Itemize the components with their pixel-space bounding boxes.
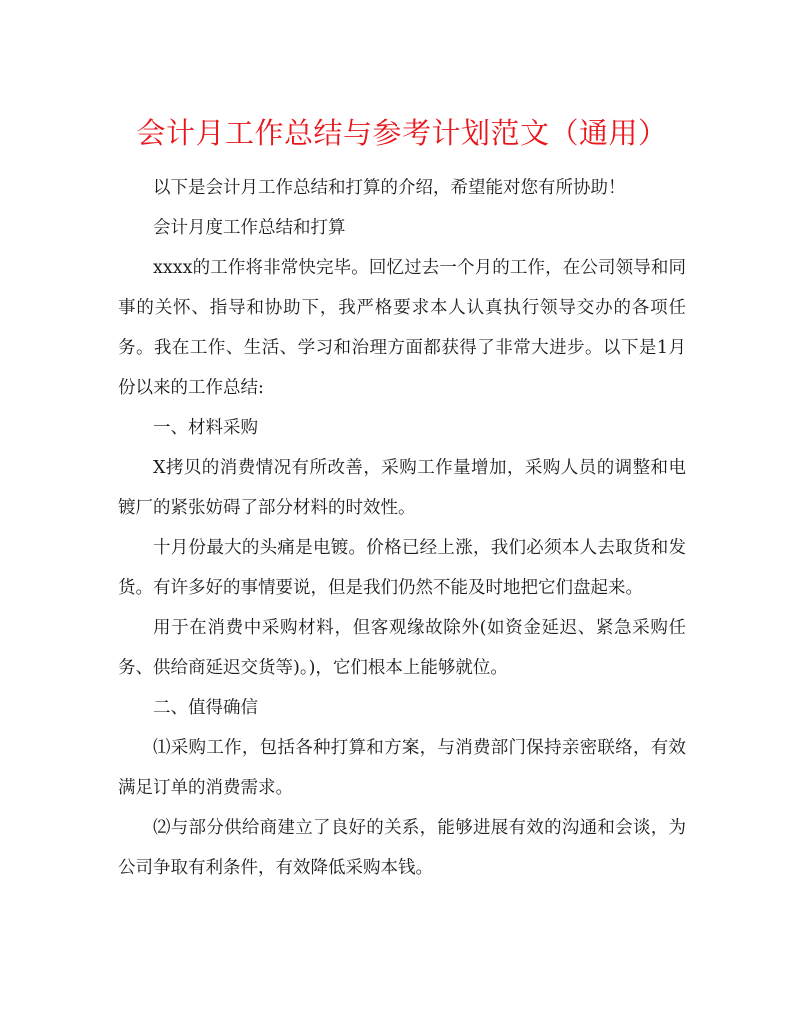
body-paragraph: xxxx的工作将非常快完毕。回忆过去一个月的工作，在公司领导和同事的关怀、指导和协助下，我严格要求本人认真执行领导交办的各项任务。我在工作、生活、学习和治理方面都获得了非常大进步。以下是1月份以来的工作总结:: [118, 258, 686, 398]
intro-paragraph: 以下是会计月工作总结和打算的介绍，希望能对您有所协助！: [153, 178, 626, 198]
list-item: ⑴采购工作，包括各种打算和方案，与消费部门保持亲密联络，有效满足订单的消费需求。: [118, 738, 686, 798]
body-paragraph: X拷贝的消费情况有所改善，采购工作量增加，采购人员的调整和电镀厂的紧张妨碍了部分材料的时效性。: [118, 458, 686, 518]
section-heading-materials: 一、材料采购: [153, 418, 258, 438]
list-item: ⑵与部分供给商建立了良好的关系，能够进展有效的沟通和会谈，为公司争取有利条件，有效降低采购本钱。: [118, 818, 686, 878]
section-heading: 会计月度工作总结和打算: [153, 218, 346, 238]
section-heading-affirm: 二、值得确信: [153, 698, 258, 718]
body-paragraph: 用于在消费中采购材料，但客观缘故除外(如资金延迟、紧急采购任务、供给商延迟交货等)。)，它们根本上能够就位。: [118, 618, 686, 678]
body-paragraph: 十月份最大的头痛是电镀。价格已经上涨，我们必须本人去取货和发货。有许多好的事情要说，但是我们仍然不能及时地把它们盘起来。: [118, 538, 686, 598]
document-page: [118, 108, 686, 888]
document-title: 会计月工作总结与参考计划范文（通用）: [136, 116, 668, 150]
